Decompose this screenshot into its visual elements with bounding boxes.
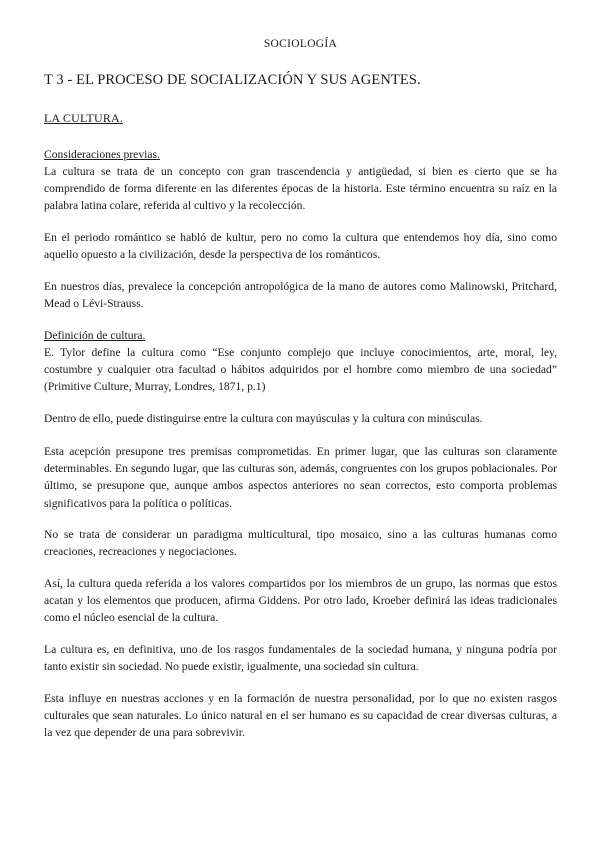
definition-heading: Definición de cultura. bbox=[44, 329, 146, 342]
paragraph-definition-7: Esta influye en nuestras acciones y en la formación de nuestra personalidad, por lo que no existen rasgos culturales que sean naturales. Lo único natural en el ser humano es su capacidad de crear diversas culturas, a la vez que depender de una para sobrevivir. bbox=[44, 692, 557, 740]
paragraph-definition-5: Así, la cultura queda referida a los valores compartidos por los miembros de un grupo, las normas que estos acatan y los elementos que producen, afirma Giddens. Por otro lado, Kroeber definirá las ideas tradicionales como el núcleo esencial de la cultura. bbox=[44, 577, 557, 625]
considerations-heading-block bbox=[44, 146, 557, 163]
paragraph-definition-2: Dentro de ello, puede distinguirse entre la cultura con mayúsculas y la cultura con minúsculas. bbox=[44, 412, 483, 425]
paragraph-definition-1: E. Tylor define la cultura como “Ese conjunto complejo que incluye conocimientos, arte, moral, ley, costumbre y cualquier otra facultad o hábitos adquiridos por el hombre como miembro de una sociedad” (Primitive Culture, Murray, Londres, 1871, p.1) bbox=[44, 346, 557, 394]
considerations-heading: Consideraciones previas. bbox=[44, 148, 160, 161]
paragraph-definition-4: No se trata de considerar un paradigma multicultural, tipo mosaico, sino a las culturas humanas como creaciones, recreaciones y negociaciones. bbox=[44, 528, 557, 559]
paragraph-considerations-3: En nuestros días, prevalece la concepción antropológica de la mano de autores como Malinowski, Pritchard, Mead o Lévi-Strauss. bbox=[44, 280, 557, 311]
paragraph-considerations-1: La cultura se trata de un concepto con gran trascendencia y antigüedad, si bien es cierto que se ha comprendido de forma diferente en las diferentes épocas de la historia. Este término encuentra su raíz en la palabra latina colare, referida al cultivo y la recolección. bbox=[44, 165, 557, 213]
page-header-subject: SOCIOLOGÍA bbox=[263, 38, 338, 50]
paragraph-considerations-2: En el periodo romántico se habló de kultur, pero no como la cultura que entendemos hoy día, sino como aquello opuesto a la civilización, desde la perspectiva de los románticos. bbox=[44, 231, 557, 262]
section-heading: LA CULTURA. bbox=[44, 111, 124, 125]
definition-heading-block bbox=[44, 327, 557, 344]
paragraph-definition-6: La cultura es, en definitiva, uno de los rasgos fundamentales de la sociedad humana, y ninguna podría por tanto existir sin sociedad. No puede existir, igualmente, una sociedad sin cultura. bbox=[44, 643, 557, 674]
paragraph-definition-3: Esta acepción presupone tres premisas comprometidas. En primer lugar, que las culturas son claramente determinables. En segundo lugar, que las culturas son, además, congruentes con los grupos poblacionales. Por último, se presupone que, aunque ambos aspectos anteriores no sean correctos, esto comporta problemas significativos para la política o políticas. bbox=[44, 445, 557, 510]
document-title: T 3 - EL PROCESO DE SOCIALIZACIÓN Y SUS AGENTES. bbox=[44, 72, 421, 88]
